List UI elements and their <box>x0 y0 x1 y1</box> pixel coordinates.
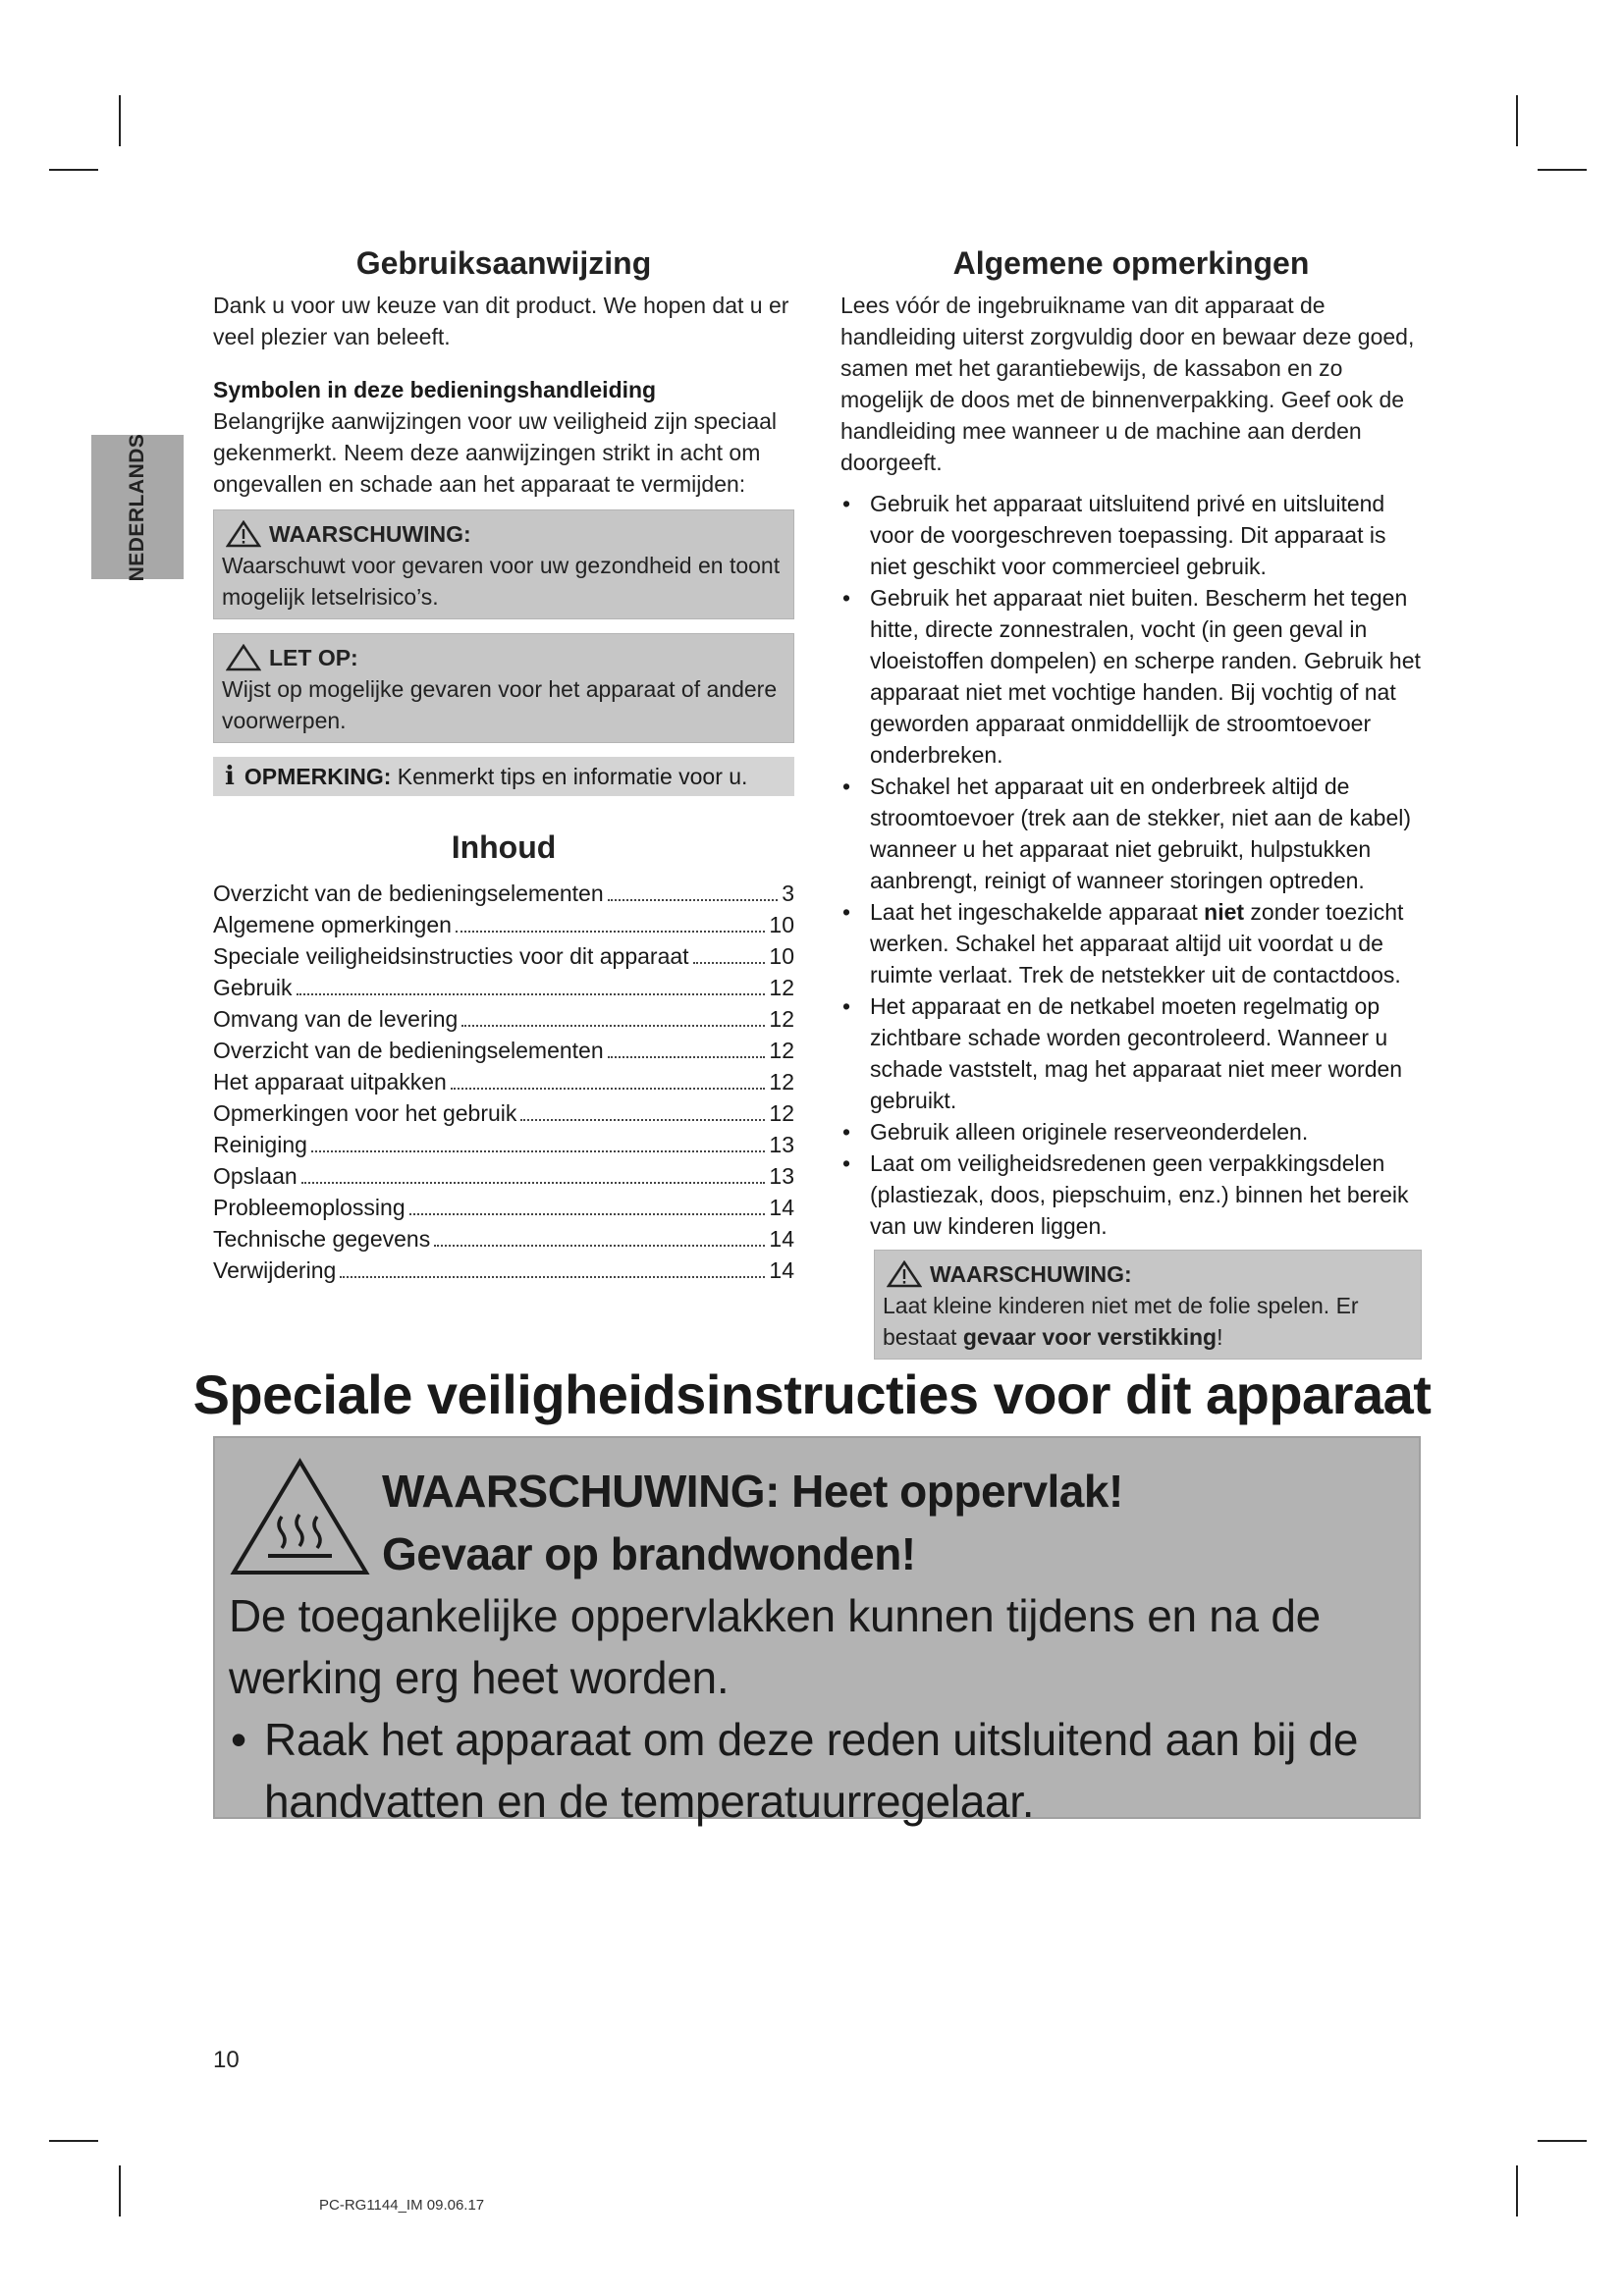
hot-surface-body <box>229 1585 1405 1833</box>
hot-surface-warning-box <box>213 1436 1421 1827</box>
warning-triangle-icon <box>887 1260 922 1288</box>
safety-bullet-list <box>840 488 1422 1242</box>
crop-mark <box>119 2165 121 2216</box>
toc-entry: Verwijdering 14 <box>213 1257 794 1283</box>
crop-mark <box>49 2140 98 2142</box>
warning-triangle-icon <box>226 520 261 548</box>
toc-entry: Opslaan 13 <box>213 1163 794 1189</box>
note-notice <box>213 757 794 796</box>
crop-mark <box>49 169 98 171</box>
packaging-warning-text: Laat kleine kinderen niet met de folie spelen. Er bestaat gevaar voor verstikking! <box>883 1293 1359 1350</box>
symbols-heading: Symbolen in deze bedieningshandleiding <box>213 377 657 402</box>
crop-mark <box>1538 169 1587 171</box>
caution-notice-text: Wijst op mogelijke gevaren voor het apparaat of andere voorwerpen. <box>222 676 778 733</box>
toc-entry: Opmerkingen voor het gebruik 12 <box>213 1100 794 1126</box>
list-item: • Gebruik het apparaat niet buiten. Bescherm het tegen hitte, directe zonnestralen, vocht (in geen geval in vloeistoffen dompelen) en scherpe randen. Gebruik het apparaat niet met vochtige handen. Bij vochtig of nat geworden apparaat onmiddellijk de stroomtoevoer onderbreken. <box>842 585 1421 768</box>
caution-notice-header <box>226 642 785 673</box>
list-item: • Laat om veiligheidsredenen geen verpakkingsdelen (plastiezak, doos, piepschuim, enz.) binnen het bereik van uw kinderen liggen. <box>842 1150 1409 1239</box>
page-number: 10 <box>213 2047 240 2073</box>
hot-surface-text: De toegankelijke oppervlakken kunnen tijdens en na de werking erg heet worden. <box>229 1590 1321 1703</box>
toc-entry: Technische gegevens 14 <box>213 1226 794 1252</box>
note-label: OPMERKING: <box>244 764 392 789</box>
list-item: • Gebruik het apparaat uitsluitend privé en uitsluitend voor de voorgeschreven toepassing. Dit apparaat is niet geschikt voor commercieel gebruik. <box>842 491 1386 579</box>
list-item: • Het apparaat en de netkabel moeten regelmatig op zichtbare schade worden gecontroleerd. Wanneer u schade vaststelt, mag het apparaat niet meer worden gebruikt. <box>842 993 1403 1113</box>
toc-entry: Speciale veiligheidsinstructies voor dit apparaat 10 <box>213 943 794 969</box>
toc-entry: Algemene opmerkingen 10 <box>213 912 794 937</box>
info-icon: i <box>225 762 235 791</box>
language-tab <box>91 435 184 579</box>
hot-surface-bullet: • Raak het apparaat om deze reden uitsluitend aan bij de handvatten en de temperatuurregelaar. <box>231 1714 1359 1827</box>
toc-title: Inhoud <box>451 829 557 865</box>
toc-entry: Het apparaat uitpakken 12 <box>213 1069 794 1095</box>
note-text: Kenmerkt tips en informatie voor u. <box>391 764 748 789</box>
packaging-warning-header <box>887 1258 1413 1290</box>
warning-notice-label: WAARSCHUWING: <box>269 521 471 547</box>
list-item: • Laat het ingeschakelde apparaat niet zonder toezicht werken. Schakel het apparaat altijd uit voordat u de ruimte verlaat. Trek de netstekker uit de contactdoos. <box>842 899 1404 988</box>
general-remarks-title: Algemene opmerkingen <box>952 245 1310 281</box>
list-item: • Gebruik alleen originele reserveonderdelen. <box>842 1119 1309 1145</box>
table-of-contents <box>213 878 794 1286</box>
caution-triangle-icon <box>226 644 261 671</box>
general-remarks-intro: Lees vóór de ingebruikname van dit apparaat de handleiding uiterst zorgvuldig door en bewaar deze goed, samen met het garantiebewijs, de kassabon en zo mogelijk de doos met de binnenverpakking. Geef ook de handleiding mee wanneer u de machine aan derden doorgeeft. <box>840 293 1415 475</box>
caution-notice <box>213 633 794 743</box>
packaging-warning-notice <box>874 1250 1422 1360</box>
crop-mark <box>1538 2140 1587 2142</box>
manual-title: Gebruiksaanwijzing <box>355 245 652 281</box>
toc-entry: Omvang van de levering 12 <box>213 1006 794 1032</box>
packaging-warning-label: WAARSCHUWING: <box>930 1261 1132 1287</box>
special-safety-title: Speciale veiligheidsinstructies voor dit apparaat <box>192 1363 1432 1425</box>
warning-notice-text: Waarschuwt voor gevaren voor uw gezondheid en toont mogelijk letselrisico’s. <box>222 553 781 610</box>
list-item: • Schakel het apparaat uit en onderbreek altijd de stroomtoevoer (trek aan de stekker, niet aan de kabel) wanneer u het apparaat niet gebruikt, hulpstukken aanbrengt, reinigt of wanneer storingen optreden. <box>842 774 1412 893</box>
symbols-text: Belangrijke aanwijzingen voor uw veiligheid zijn speciaal gekenmerkt. Neem deze aanwijzingen strikt in acht om ongevallen en schade aan het apparaat te vermijden: <box>213 408 778 497</box>
crop-mark <box>1516 95 1518 146</box>
hot-surface-heading <box>382 1460 1123 1585</box>
hot-surface-heading-line1: WAARSCHUWING: Heet oppervlak! <box>382 1466 1123 1517</box>
left-column <box>213 245 794 1286</box>
crop-mark <box>1516 2165 1518 2216</box>
hot-surface-icon <box>229 1458 371 1577</box>
toc-entry: Overzicht van de bedieningselementen 12 <box>213 1038 794 1063</box>
document-id: PC-RG1144_IM 09.06.17 <box>319 2197 485 2214</box>
intro-text: Dank u voor uw keuze van dit product. We hopen dat u er veel plezier van beleeft. <box>213 293 789 349</box>
caution-notice-label: LET OP: <box>269 645 358 670</box>
toc-entry: Reiniging 13 <box>213 1132 794 1157</box>
language-tab-label: NEDERLANDS <box>126 433 148 581</box>
hot-surface-heading-line2: Gevaar op brandwonden! <box>382 1528 916 1579</box>
crop-mark <box>119 95 121 146</box>
toc-entry: Probleemoplossing 14 <box>213 1195 794 1220</box>
warning-notice <box>213 509 794 619</box>
toc-entry: Overzicht van de bedieningselementen 3 <box>213 881 794 906</box>
toc-entry: Gebruik 12 <box>213 975 794 1000</box>
warning-notice-header <box>226 518 785 550</box>
right-column <box>840 245 1422 1360</box>
